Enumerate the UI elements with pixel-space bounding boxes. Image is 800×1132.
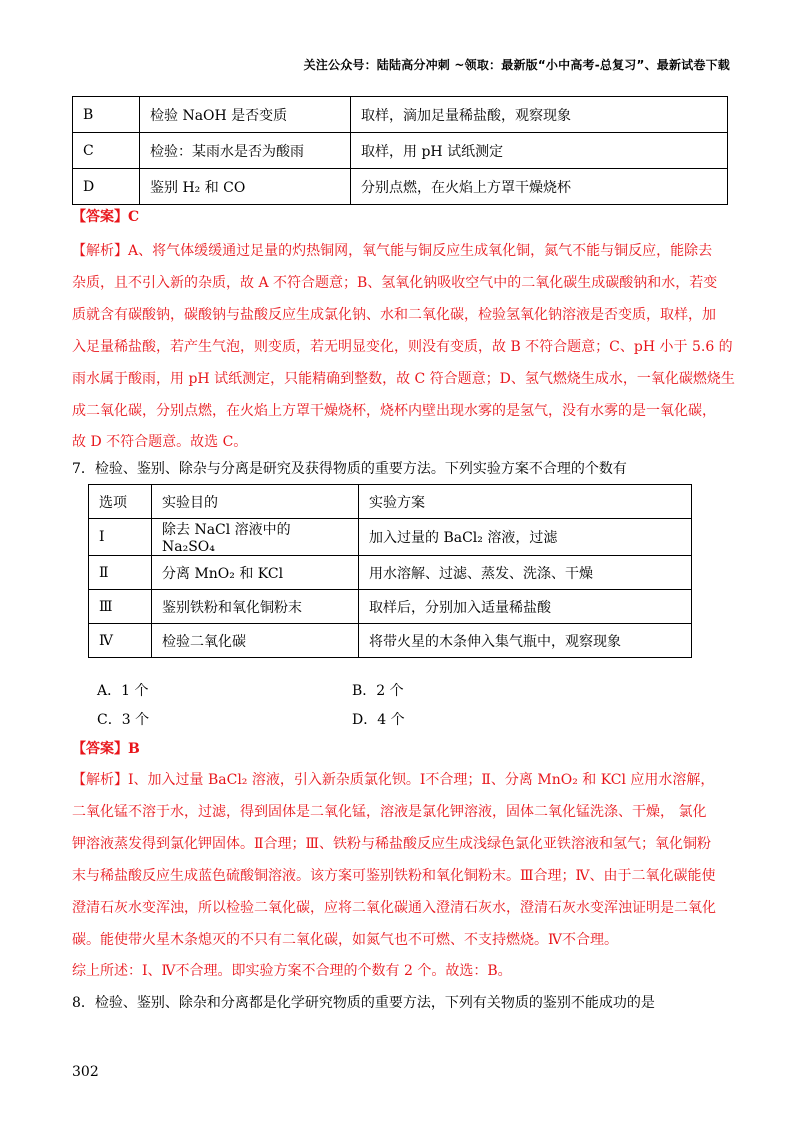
method-cell: 取样后，分别加入适量稀盐酸 bbox=[359, 590, 692, 624]
purpose-cell: 检验 NaOH 是否变质 bbox=[140, 97, 351, 133]
purpose-cell: 检验：某雨水是否为酸雨 bbox=[140, 133, 351, 169]
option-a: A．1 个 bbox=[97, 683, 149, 699]
header-method: 实验方案 bbox=[359, 485, 692, 519]
q7-analysis-line: 二氧化锰不溶于水，过滤，得到固体是二氧化锰，溶液是氯化钾溶液，固体二氧化锰洗涤、干燥， 氯化 bbox=[72, 804, 707, 820]
method-cell: 分别点燃，在火焰上方罩干燥烧杯 bbox=[351, 169, 728, 205]
page-number: 302 bbox=[72, 1064, 99, 1080]
method-cell: 取样，用 pH 试纸测定 bbox=[351, 133, 728, 169]
table-row bbox=[89, 556, 692, 590]
table-row bbox=[73, 169, 728, 205]
purpose-cell: 鉴别 H₂ 和 CO bbox=[140, 169, 351, 205]
table-row bbox=[73, 97, 728, 133]
table-row bbox=[89, 519, 692, 556]
option-number: Ⅳ bbox=[89, 624, 152, 658]
option-number: Ⅲ bbox=[89, 590, 152, 624]
q7-analysis-line: 澄清石灰水变浑浊，所以检验二氧化碳，应将二氧化碳通入澄清石灰水，澄清石灰水变浑浊证明是二氧化 bbox=[72, 900, 716, 916]
page-header: 关注公众号：陆陆高分冲刺 ~领取：最新版“小中高考-总复习”、最新试卷下载 bbox=[303, 58, 730, 72]
method-cell: 取样，滴加足量稀盐酸，观察现象 bbox=[351, 97, 728, 133]
q6-analysis-line: 雨水属于酸雨，用 pH 试纸测定，只能精确到整数，故 C 符合题意；D、氢气燃烧生成水，一氧化碳燃烧生 bbox=[72, 371, 735, 387]
option-letter: C bbox=[73, 133, 140, 169]
q6-analysis-line: 成二氧化碳，分别点燃，在火焰上方罩干燥烧杯，烧杯内壁出现水雾的是氢气，没有水雾的是一氧化碳， bbox=[72, 403, 716, 419]
header-purpose: 实验目的 bbox=[152, 485, 359, 519]
option-number: Ⅰ bbox=[89, 519, 152, 556]
q7-analysis-line: 钾溶液蒸发得到氯化钾固体。Ⅱ合理；Ⅲ、铁粉与稀盐酸反应生成浅绿色氯化亚铁溶液和氢气；氧化铜粉 bbox=[72, 836, 712, 852]
q7-analysis-line: 【解析】Ⅰ、加入过量 BaCl₂ 溶液，引入新杂质氯化钡。Ⅰ不合理；Ⅱ、分离 MnO₂ 和 KCl 应用水溶解， bbox=[72, 772, 715, 788]
purpose-cell: 检验二氧化碳 bbox=[152, 624, 359, 658]
option-letter: B bbox=[73, 97, 140, 133]
table-row bbox=[89, 590, 692, 624]
method-cell: 加入过量的 BaCl₂ 溶液，过滤 bbox=[359, 519, 692, 556]
purpose-cell: 分离 MnO₂ 和 KCl bbox=[152, 556, 359, 590]
q6-answer: 【答案】C bbox=[72, 209, 140, 225]
table-row bbox=[89, 624, 692, 658]
q7-analysis-line: 碳。能使带火星木条熄灭的不只有二氧化碳，如氮气也不可燃、不支持燃烧。Ⅳ不合理。 bbox=[72, 932, 618, 948]
q7-answer: 【答案】B bbox=[72, 741, 140, 757]
q7-stem: 7．检验、鉴别、除杂与分离是研究及获得物质的重要方法。下列实验方案不合理的个数有 bbox=[72, 461, 627, 477]
option-c: C．3 个 bbox=[97, 712, 150, 728]
q6-analysis-line: 质就含有碳酸钠，碳酸钠与盐酸反应生成氯化钠、水和二氧化碳，检验氢氧化钠溶液是否变质，取样，加 bbox=[72, 307, 716, 323]
option-letter: D bbox=[73, 169, 140, 205]
q8-stem: 8．检验、鉴别、除杂和分离都是化学研究物质的重要方法，下列有关物质的鉴别不能成功的是 bbox=[72, 995, 655, 1011]
q6-analysis-line: 入足量稀盐酸，若产生气泡，则变质，若无明显变化，则没有变质，故 B 不符合题意；C、pH 小于 5.6 的 bbox=[72, 339, 733, 355]
q6-analysis-line: 故 D 不符合题意。故选 C。 bbox=[72, 434, 248, 450]
method-cell: 用水溶解、过滤、蒸发、洗涤、干燥 bbox=[359, 556, 692, 590]
q7-analysis-line: 末与稀盐酸反应生成蓝色硫酸铜溶液。该方案可鉴别铁粉和氧化铜粉末。Ⅲ合理；Ⅳ、由于二氧化碳能使 bbox=[72, 868, 716, 884]
q7-summary: 综上所述：Ⅰ、Ⅳ不合理。即实验方案不合理的个数有 2 个。故选：B。 bbox=[72, 963, 512, 979]
q6-analysis-line: 杂质，且不引入新的杂质，故 A 不符合题意；B、氢氧化钠吸收空气中的二氧化碳生成碳酸钠和水，若变 bbox=[72, 275, 718, 291]
q6-analysis-line: 【解析】A、将气体缓缓通过足量的灼热铜网，氧气能与铜反应生成氧化铜，氮气不能与铜反应，能除去 bbox=[72, 243, 713, 259]
purpose-cell: 鉴别铁粉和氧化铜粉末 bbox=[152, 590, 359, 624]
table-row bbox=[73, 133, 728, 169]
option-number: Ⅱ bbox=[89, 556, 152, 590]
option-b: B．2 个 bbox=[352, 683, 404, 699]
q7-table bbox=[88, 484, 692, 658]
purpose-cell: 除去 NaCl 溶液中的 Na₂SO₄ bbox=[152, 519, 359, 556]
method-cell: 将带火星的木条伸入集气瓶中，观察现象 bbox=[359, 624, 692, 658]
table-header-row bbox=[89, 485, 692, 519]
option-d: D．4 个 bbox=[352, 712, 405, 728]
header-option: 选项 bbox=[89, 485, 152, 519]
prev-question-table bbox=[72, 96, 728, 205]
